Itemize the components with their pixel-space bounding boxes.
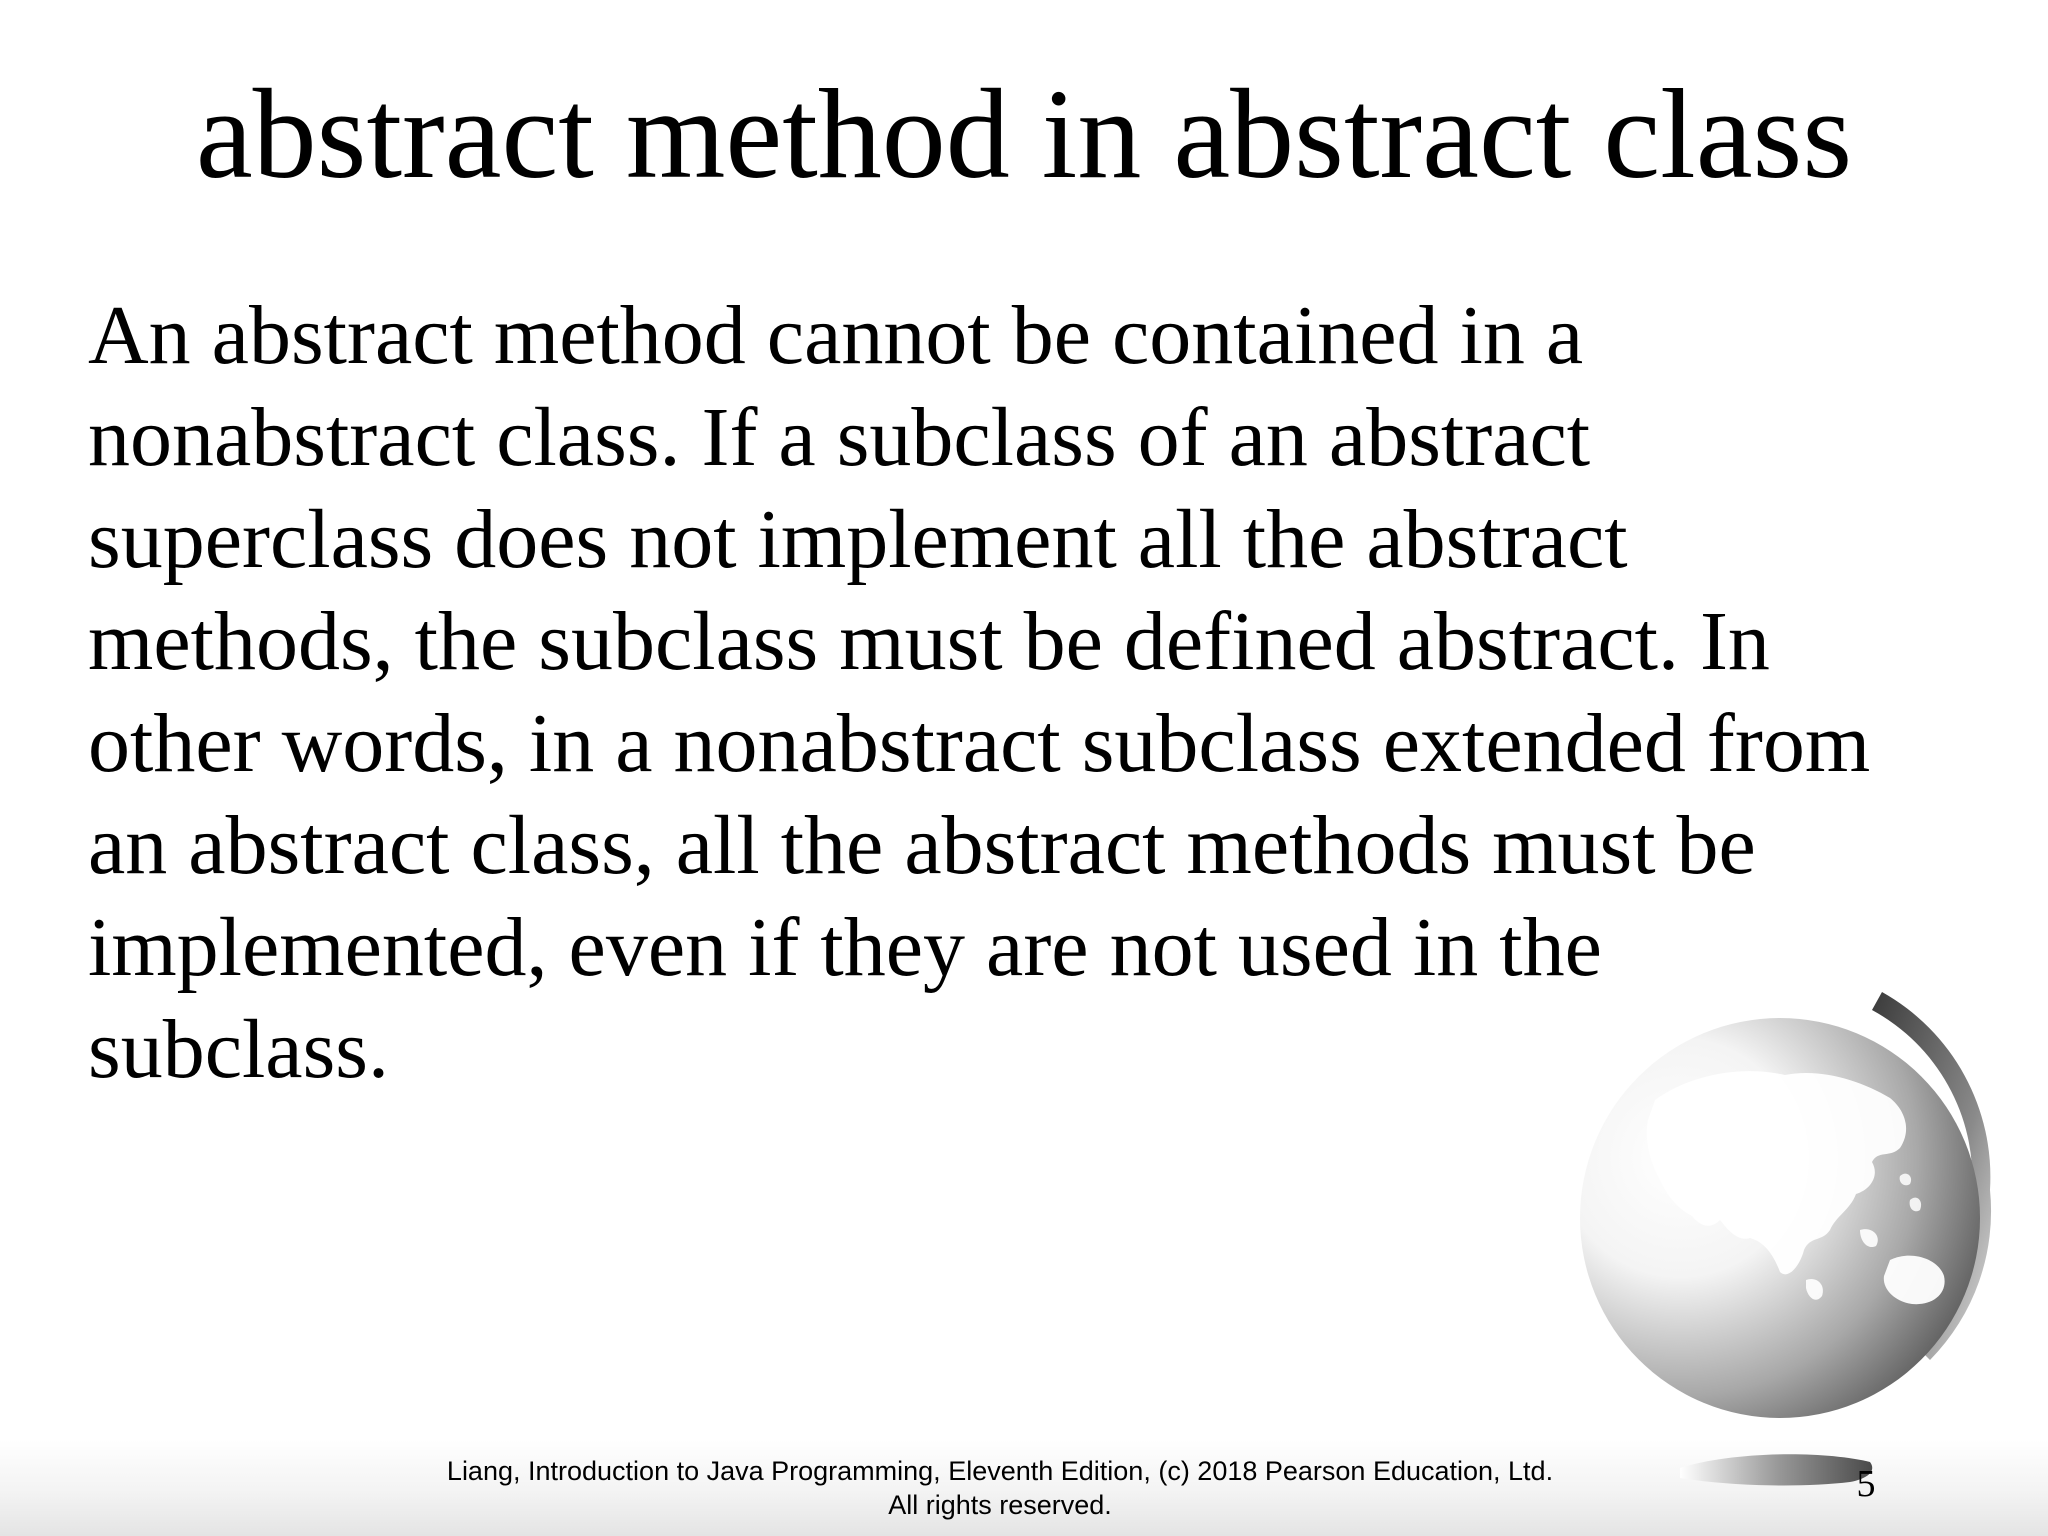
footer-line: Liang, Introduction to Java Programming, Eleventh Edition, (c) 2018 Pearson Education, Ltd.: [446, 1456, 1554, 1486]
body-line: An abstract method cannot be contained in a: [88, 289, 1584, 382]
page-number: 5: [1856, 1463, 1876, 1505]
slide-body: [88, 285, 1968, 1101]
footer-copyright: [0, 1454, 2000, 1522]
body-line: methods, the subclass must be defined abstract. In: [88, 595, 1770, 688]
body-line: subclass.: [88, 1003, 389, 1096]
body-line: implemented, even if they are not used in the: [88, 901, 1602, 994]
body-line: other words, in a nonabstract subclass extended from: [88, 697, 1871, 790]
slide-title: abstract method in abstract class: [195, 63, 1853, 205]
footer-line: All rights reserved.: [888, 1490, 1112, 1520]
body-line: superclass does not implement all the abstract: [88, 493, 1628, 586]
body-line: an abstract class, all the abstract methods must be: [88, 799, 1756, 892]
body-line: nonabstract class. If a subclass of an abstract: [88, 391, 1591, 484]
